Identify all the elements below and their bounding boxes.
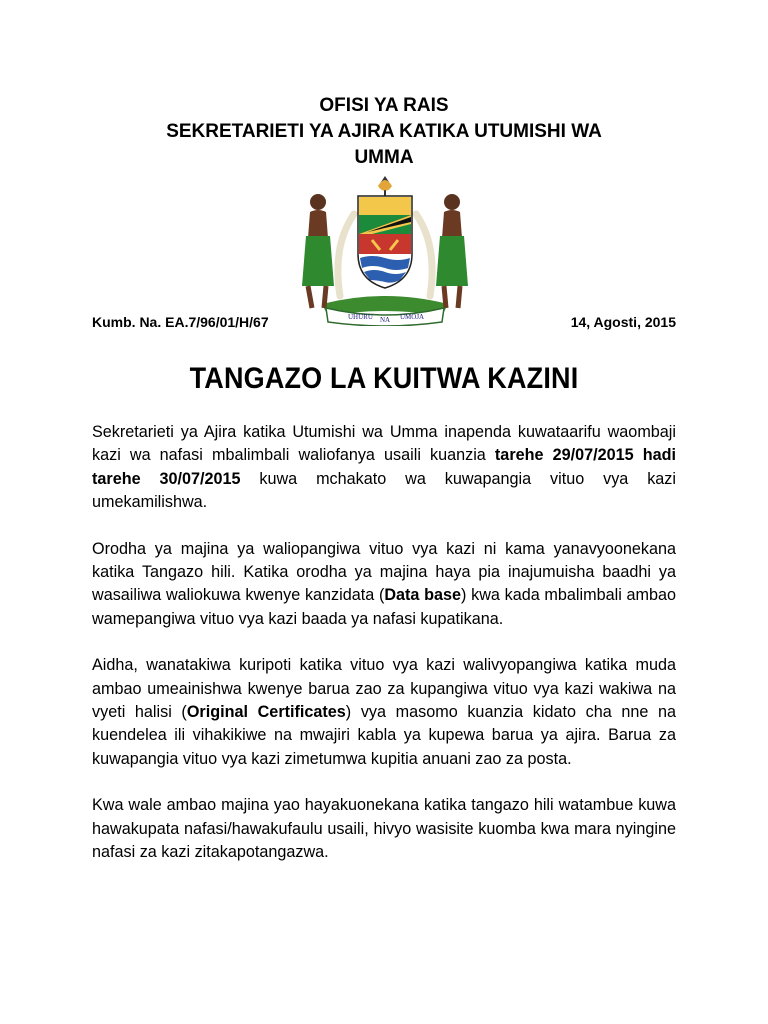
- paragraph-3-text-a: Aidha, wanatakiwa kuripoti katika vituo vya kazi walivyopangiwa katika muda ambao umeainishwa kwenye barua zao za kupangiwa vituo vya kazi wakiwa na vyeti halisi (: [92, 656, 676, 722]
- paragraph-1-text-c: kuwa mchakato wa kuwapangia vituo vya kazi umekamilishwa.: [92, 469, 676, 512]
- header-line-1: OFISI YA RAIS: [319, 95, 449, 116]
- reference-line: [92, 314, 676, 330]
- paragraph-3-bold-certificates: Original Certificates: [186, 703, 346, 722]
- paragraph-4: [92, 794, 676, 864]
- paragraph-2-bold-database: Data base: [384, 586, 462, 605]
- reference-number: Kumb. Na. EA.7/96/01/H/67: [92, 314, 269, 330]
- paragraph-1: [92, 421, 676, 515]
- header-line-2: SEKRETARIETI YA AJIRA KATIKA UTUMISHI WA: [166, 121, 602, 142]
- paragraph-1-text-a: Sekretarieti ya Ajira katika Utumishi wa Umma inapenda kuwataarifu waombaji kazi wa nafasi mbalimbali waliofanya usaili kuanzia: [92, 423, 676, 465]
- paragraph-1-bold-dates: tarehe 29/07/2015 hadi tarehe 30/07/2015: [92, 446, 677, 488]
- announcement-body: [92, 421, 676, 888]
- paragraph-4-text: Kwa wale ambao majina yao hayakuonekana katika tangazo hili watambue kuwa hawakupata nafasi/hawakufaulu usaili, hivyo wasisite kuomba kwa mara nyingine nafasi za kazi zitakapotangazwa.: [92, 796, 676, 862]
- announcement-title: TANGAZO LA KUITWA KAZINI: [189, 362, 579, 395]
- paragraph-2: [92, 538, 676, 632]
- motto-mid-text: NA: [380, 316, 391, 324]
- paragraph-3-text-c: ) vya masomo kuanzia kidato cha nne na kuendelea ili vihakikiwe na mwajiri kabla ya kupewa barua ya ajira. Barua za kuwapangia vituo vya kazi zimetumwa kupitia anuani zao za posta.: [92, 703, 676, 768]
- reference-date: 14, Agosti, 2015: [570, 314, 676, 330]
- header-line-3: UMMA: [354, 147, 414, 168]
- paragraph-2-text-c: ) kwa kada mbalimbali ambao wamepangiwa vituo vya kazi baada ya nafasi kupatikana.: [92, 586, 676, 628]
- tanzania-coat-of-arms-icon: [292, 176, 478, 326]
- office-header: [0, 93, 768, 171]
- motto-left-text: UHURU: [348, 313, 373, 321]
- motto-right-text: UMOJA: [400, 313, 425, 321]
- paragraph-3: [92, 654, 676, 771]
- paragraph-2-text-a: Orodha ya majina ya waliopangiwa vituo vya kazi ni kama yanavyoonekana katika Tangazo hili. Katika orodha ya majina haya pia inajumuisha baadhi ya wasailiwa waliokuwa kwenye kanzidata (: [92, 539, 676, 605]
